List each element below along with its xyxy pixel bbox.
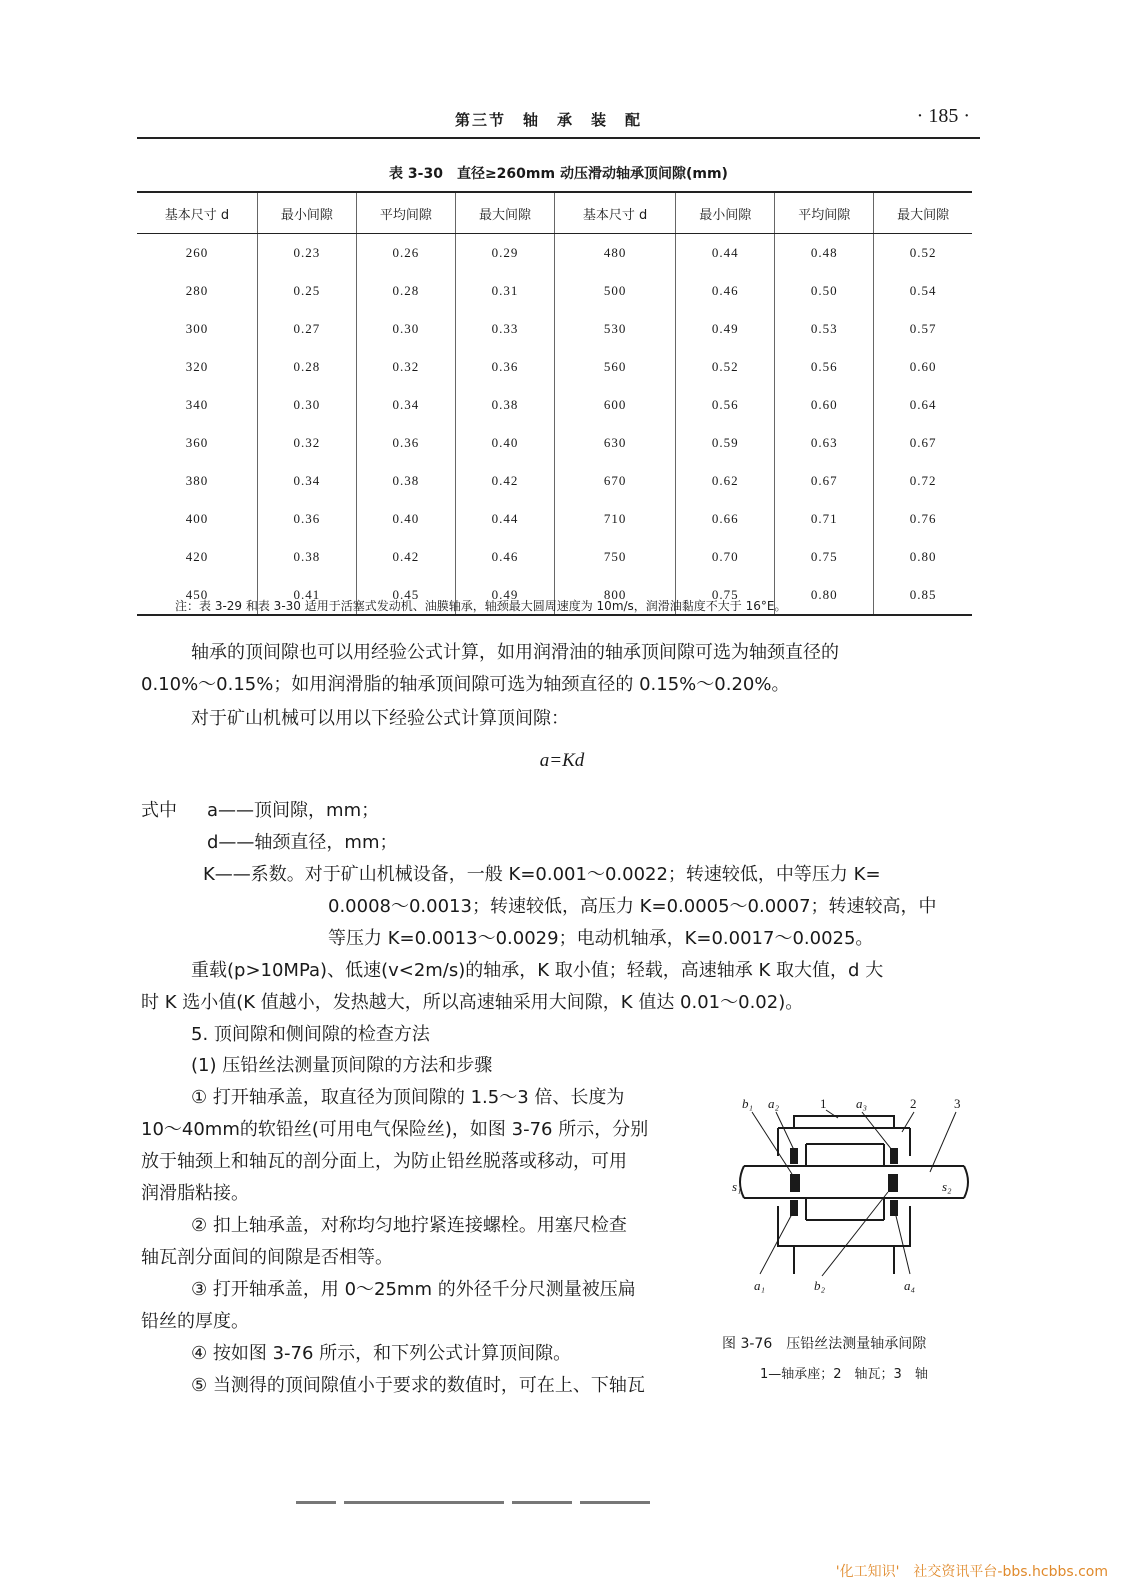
table-cell: 360	[185, 435, 209, 450]
table-row	[137, 348, 972, 386]
paragraph-line: 时 K 选小值(K 值越小，发热越大，所以高速轴采用大间隙，K 值达 0.01～0.02)。	[141, 992, 804, 1013]
col-header: 最大间隙	[455, 192, 554, 234]
table-cell: 0.36	[455, 348, 554, 386]
step-line: ③ 打开轴承盖，用 0～25mm 的外径千分尺测量被压扁	[191, 1279, 636, 1300]
table-cell: 0.38	[356, 462, 455, 500]
label-s1: s₁	[732, 1179, 742, 1194]
label-b2: b₂	[814, 1278, 826, 1293]
figure-caption: 图 3-76 压铅丝法测量轴承间隙	[722, 1336, 927, 1352]
label-3: 3	[954, 1096, 961, 1111]
table-cell: 0.28	[356, 272, 455, 310]
table-cell: 320	[185, 359, 209, 374]
step-line: ① 打开轴承盖，取直径为顶间隙的 1.5～3 倍、长度为	[191, 1087, 625, 1108]
step-line: 轴瓦剖分面间的间隙是否相等。	[141, 1247, 393, 1268]
step-line: 润滑脂粘接。	[141, 1183, 249, 1204]
table-cell: 0.53	[775, 310, 874, 348]
table-cell: 0.63	[775, 424, 874, 462]
label-a3: a₃	[856, 1096, 868, 1111]
table-cell: 380	[185, 473, 209, 488]
table-cell: 0.56	[775, 348, 874, 386]
step-line: ② 扣上轴承盖，对称均匀地拧紧连接螺栓。用塞尺检查	[191, 1215, 627, 1236]
table-cell: 750	[554, 538, 675, 576]
table-caption: 表 3-30 直径≥260mm 动压滑动轴承顶间隙(mm)	[389, 166, 728, 182]
where-k-line: 0.0008～0.0013；转速较低，高压力 K=0.0005～0.0007；转速较高，中	[328, 896, 937, 917]
table-cell: 500	[554, 272, 675, 310]
paragraph-line: 重载(p>10MPa)、低速(v<2m/s)的轴承，K 取小值；轻载，高速轴承 K 取大值，d 大	[191, 960, 884, 981]
table-row	[137, 462, 972, 500]
table-cell: 530	[554, 310, 675, 348]
label-a4: a₄	[904, 1278, 916, 1293]
table-cell: 0.32	[257, 424, 356, 462]
col-header: 最小间隙	[676, 192, 775, 234]
col-header: 平均间隙	[775, 192, 874, 234]
table-cell: 630	[554, 424, 675, 462]
bearing-housing-top	[794, 1116, 894, 1128]
col-header: 平均间隙	[356, 192, 455, 234]
label-s2: s₂	[942, 1179, 952, 1194]
table-cell: 0.36	[356, 424, 455, 462]
figure-legend: 1—轴承座；2 轴瓦；3 轴	[760, 1367, 928, 1382]
table-cell: 0.34	[356, 386, 455, 424]
table-cell: 0.60	[775, 386, 874, 424]
table-cell: 0.38	[455, 386, 554, 424]
lead-wire-a2	[790, 1148, 798, 1164]
table-cell: 0.38	[257, 538, 356, 576]
table-cell: 0.45	[356, 576, 455, 615]
where-k-line: K——系数。对于矿山机械设备，一般 K=0.001～0.0022；转速较低，中等压力 K=	[203, 864, 881, 885]
paragraph-line: 0.10%～0.15%；如用润滑脂的轴承顶间隙可选为轴颈直径的 0.15%～0.20%。	[141, 674, 790, 695]
label-1: 1	[820, 1096, 827, 1111]
step-line: ④ 按如图 3-76 所示，和下列公式计算顶间隙。	[191, 1343, 572, 1364]
table-cell: 0.40	[455, 424, 554, 462]
table-cell: 0.52	[874, 234, 972, 273]
table-row	[137, 386, 972, 424]
table-cell: 0.30	[257, 386, 356, 424]
table-cell: 0.57	[874, 310, 972, 348]
table-cell: 0.64	[874, 386, 972, 424]
table-header-row	[137, 192, 972, 234]
table-cell: 0.49	[455, 576, 554, 615]
table-cell: 0.50	[775, 272, 874, 310]
table-cell: 0.67	[775, 462, 874, 500]
table-cell: 0.52	[676, 348, 775, 386]
table-cell: 0.80	[775, 576, 874, 615]
table-cell: 0.56	[676, 386, 775, 424]
bearing-shell	[806, 1144, 884, 1220]
step-line: 10～40mm的软铅丝(可用电气保险丝)，如图 3-76 所示，分别	[141, 1119, 649, 1140]
bearing-figure	[734, 1094, 974, 1294]
table-cell: 0.48	[775, 234, 874, 273]
step-line: 放于轴颈上和轴瓦的剖分面上，为防止铅丝脱落或移动，可用	[141, 1151, 627, 1172]
table-cell: 260	[185, 245, 209, 260]
table-cell: 0.60	[874, 348, 972, 386]
table-cell: 0.49	[676, 310, 775, 348]
where-a: a——顶间隙，mm；	[207, 800, 380, 821]
table-cell: 0.31	[455, 272, 554, 310]
table-cell: 0.33	[455, 310, 554, 348]
step-line: 铅丝的厚度。	[141, 1311, 249, 1332]
label-a1: a₁	[754, 1278, 766, 1293]
table-cell: 0.71	[775, 500, 874, 538]
table-cell: 0.40	[356, 500, 455, 538]
table-cell: 400	[185, 511, 209, 526]
lead-wire-b1	[790, 1174, 800, 1192]
lead-wire-a1	[790, 1200, 798, 1216]
table-cell: 0.72	[874, 462, 972, 500]
table-cell: 0.25	[257, 272, 356, 310]
label-a2: a₂	[768, 1096, 780, 1111]
table-cell: 0.42	[356, 538, 455, 576]
table-row	[137, 310, 972, 348]
table-cell: 670	[554, 462, 675, 500]
where-k-line: 等压力 K=0.0013～0.0029；电动机轴承，K=0.0017～0.0025。	[328, 928, 874, 949]
col-header: 最小间隙	[257, 192, 356, 234]
table-cell: 0.44	[455, 500, 554, 538]
watermark: '化工知识' 社交资讯平台-bbs.hcbbs.com	[835, 1564, 1108, 1580]
clearance-table	[137, 191, 972, 616]
table-cell: 0.85	[874, 576, 972, 615]
table-cell: 0.62	[676, 462, 775, 500]
table-cell: 0.67	[874, 424, 972, 462]
table-cell: 560	[554, 348, 675, 386]
table-cell: 0.28	[257, 348, 356, 386]
table-cell: 480	[554, 234, 675, 273]
table-note: 注：表 3-29 和表 3-30 适用于活塞式发动机、油膜轴承，轴颈最大圆周速度为 10m/s，润滑油黏度不大于 16°E。	[175, 599, 787, 613]
table-cell: 0.59	[676, 424, 775, 462]
page-header	[137, 103, 980, 139]
label-2: 2	[910, 1096, 917, 1111]
table-row	[137, 272, 972, 310]
table-cell: 0.76	[874, 500, 972, 538]
subsection-heading: (1) 压铅丝法测量顶间隙的方法和步骤	[191, 1055, 493, 1076]
table-cell: 0.29	[455, 234, 554, 273]
paragraph-line: 对于矿山机械可以用以下经验公式计算顶间隙：	[191, 708, 569, 729]
table-cell: 710	[554, 500, 675, 538]
section-heading: 5. 顶间隙和侧间隙的检查方法	[191, 1024, 430, 1045]
label-b1: b₁	[742, 1096, 754, 1111]
table-cell: 0.41	[257, 576, 356, 615]
table-cell: 0.66	[676, 500, 775, 538]
formula: a=Kd	[539, 750, 585, 771]
table-cell: 0.27	[257, 310, 356, 348]
table-cell: 0.34	[257, 462, 356, 500]
table-row	[137, 424, 972, 462]
where-d: d——轴颈直径，mm；	[207, 832, 398, 853]
table-cell: 340	[185, 397, 209, 412]
table-cell: 450	[137, 576, 257, 615]
col-header: 最大间隙	[874, 192, 972, 234]
table-cell: 800	[554, 576, 675, 615]
page-number: · 185 ·	[916, 105, 970, 127]
table-cell: 0.46	[676, 272, 775, 310]
table-cell: 420	[185, 549, 209, 564]
table-cell: 0.75	[676, 576, 775, 615]
col-header: 基本尺寸 d	[554, 192, 675, 234]
step-line: ⑤ 当测得的顶间隙值小于要求的数值时，可在上、下轴瓦	[191, 1375, 645, 1396]
table-row	[137, 500, 972, 538]
section-title: 第三节 轴 承 装 配	[455, 111, 643, 129]
col-header: 基本尺寸 d	[137, 192, 257, 234]
where-label: 式中	[141, 800, 177, 821]
table-cell: 0.46	[455, 538, 554, 576]
table-cell: 0.70	[676, 538, 775, 576]
table-cell: 280	[185, 283, 209, 298]
paragraph-line: 轴承的顶间隙也可以用经验公式计算，如用润滑油的轴承顶间隙可选为轴颈直径的	[191, 642, 839, 663]
table-cell: 0.54	[874, 272, 972, 310]
lead-wire-a3	[890, 1148, 898, 1164]
lead-wire-b2	[888, 1174, 898, 1192]
table-cell: 0.44	[676, 234, 775, 273]
table-cell: 0.26	[356, 234, 455, 273]
table-cell: 0.32	[356, 348, 455, 386]
table-cell: 0.75	[775, 538, 874, 576]
table-row	[137, 234, 972, 273]
table-row	[137, 538, 972, 576]
bottom-scan-artifact	[296, 1492, 696, 1504]
table-cell: 300	[185, 321, 209, 336]
lead-wire-a4	[890, 1200, 898, 1216]
table-cell: 0.36	[257, 500, 356, 538]
table-cell: 0.42	[455, 462, 554, 500]
table-cell: 600	[554, 386, 675, 424]
table-cell: 0.30	[356, 310, 455, 348]
table-cell: 0.23	[257, 234, 356, 273]
table-cell: 0.80	[874, 538, 972, 576]
